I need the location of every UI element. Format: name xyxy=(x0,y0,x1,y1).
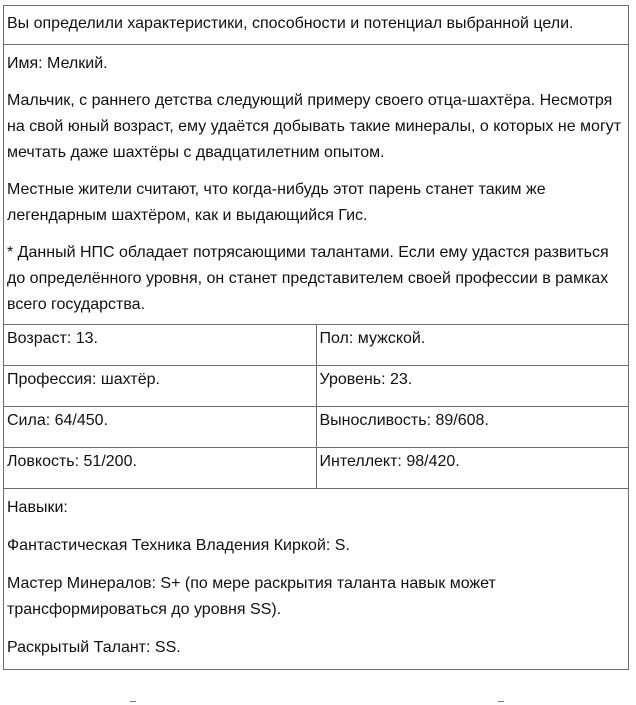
intellect-cell xyxy=(316,448,629,489)
stamina-value: Выносливость: 89/608. xyxy=(319,412,489,429)
gender-value: Пол: мужской. xyxy=(319,330,426,347)
header-text: Вы определили характеристики, способности и потенциал выбранной цели. xyxy=(7,15,574,32)
header-cell xyxy=(4,6,629,45)
age-value: Возраст: 13. xyxy=(7,330,98,347)
strength-cell xyxy=(4,407,317,448)
profile-paragraph: Местные жители считают, что когда-нибудь этот парень станет таким же легендарным шахтёром, как и выдающийся Гис. xyxy=(7,181,546,224)
gender-cell xyxy=(316,325,629,366)
level-value: Уровень: 23. xyxy=(319,371,413,388)
status-table xyxy=(3,5,629,670)
age-cell xyxy=(4,325,317,366)
profile-paragraph: * Данный НПС обладает потрясающими талантами. Если ему удастся развиться до определённого уровня, он станет представителем своей профессии в рамках всего государства. xyxy=(7,244,609,313)
profession-value: Профессия: шахтёр. xyxy=(7,371,160,388)
stats-row xyxy=(4,366,629,407)
header-row xyxy=(4,6,629,45)
profile-row xyxy=(4,45,629,325)
profession-cell xyxy=(4,366,317,407)
cut-mark xyxy=(130,701,136,705)
level-cell xyxy=(316,366,629,407)
profile-paragraph: Мальчик, с раннего детства следующий примеру своего отца-шахтёра. Несмотря на свой юный возраст, ему удаётся добывать такие минералы, о которых не могут мечтать даже шахтёры с двадцатилетним опытом. xyxy=(7,92,622,161)
skills-heading: Навыки: xyxy=(7,499,68,516)
skill-item: Мастер Минералов: S+ (по мере раскрытия таланта навык может трансформироваться до уровня SS). xyxy=(7,575,496,618)
stats-row xyxy=(4,407,629,448)
cut-mark xyxy=(498,701,504,705)
skill-item: Раскрытый Талант: SS. xyxy=(7,639,181,656)
profile-name: Имя: Мелкий. xyxy=(7,55,108,72)
profile-cell xyxy=(4,45,629,325)
stats-row xyxy=(4,448,629,489)
stats-row xyxy=(4,325,629,366)
agility-value: Ловкость: 51/200. xyxy=(7,453,137,470)
strength-value: Сила: 64/450. xyxy=(7,412,108,429)
skills-row xyxy=(4,489,629,670)
page-cut-edge xyxy=(0,700,636,705)
stamina-cell xyxy=(316,407,629,448)
agility-cell xyxy=(4,448,317,489)
intellect-value: Интеллект: 98/420. xyxy=(319,453,460,470)
skill-item: Фантастическая Техника Владения Киркой: S. xyxy=(7,537,350,554)
skills-cell xyxy=(4,489,629,670)
